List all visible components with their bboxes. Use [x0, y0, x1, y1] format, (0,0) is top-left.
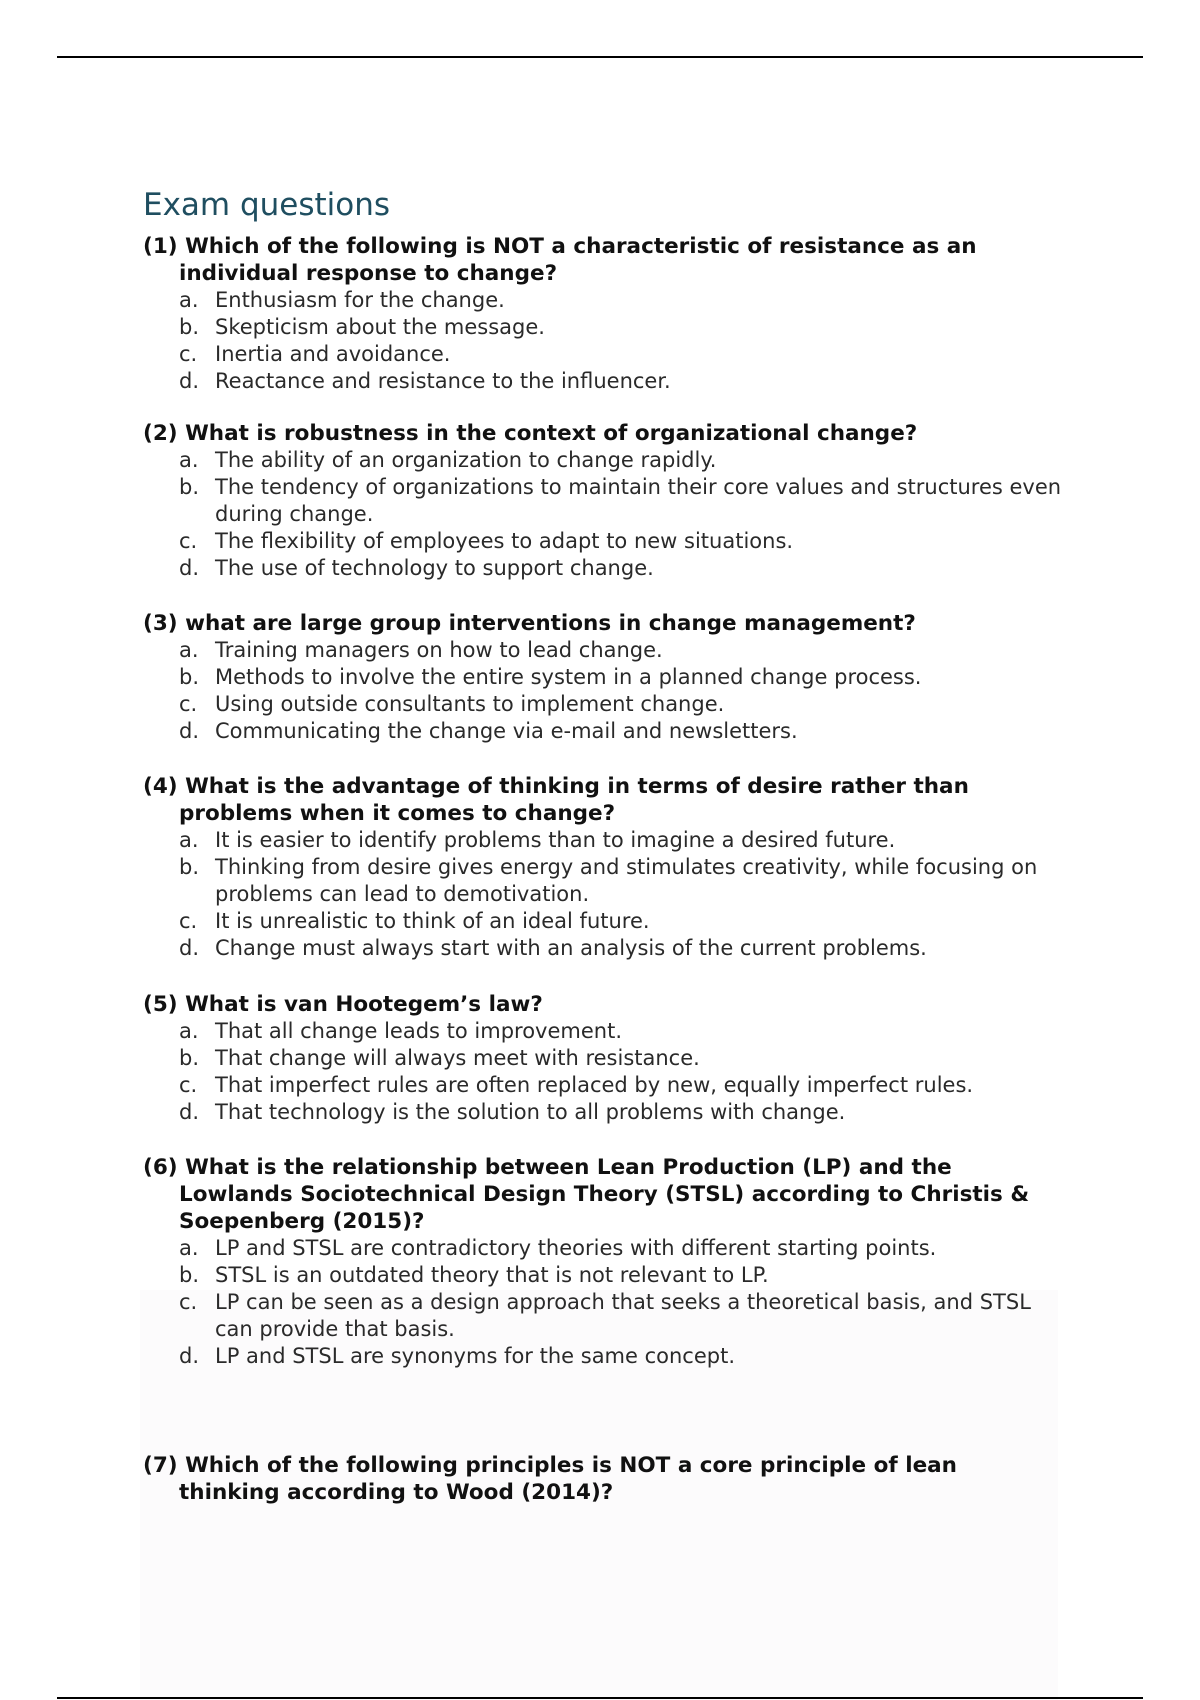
option-letter: a. — [179, 448, 199, 472]
answer-option-b — [143, 1262, 1063, 1289]
option-letter: a. — [179, 1236, 199, 1260]
answer-option-a — [143, 637, 1063, 664]
answer-option-a — [143, 1235, 1063, 1262]
question-text: (7) Which of the following principles is NOT a core principle of lean thinking according to Wood (2014)? — [143, 1453, 957, 1505]
option-letter: a. — [179, 1019, 199, 1043]
option-text: LP and STSL are contradictory theories with different starting points. — [215, 1236, 937, 1260]
answer-option-b — [143, 474, 1063, 528]
answer-option-b — [143, 314, 1063, 341]
option-letter: b. — [179, 855, 200, 879]
answer-option-b — [143, 1045, 1063, 1072]
option-text: It is unrealistic to think of an ideal future. — [215, 909, 650, 933]
spacer — [143, 1370, 1063, 1452]
option-letter: b. — [179, 1263, 200, 1287]
option-text: The ability of an organization to change rapidly. — [215, 448, 717, 472]
answer-options — [143, 1235, 1063, 1370]
option-text: Enthusiasm for the change. — [215, 288, 505, 312]
option-text: Training managers on how to lead change. — [215, 638, 663, 662]
option-text: LP can be seen as a design approach that seeks a theoretical basis, and STSL can provide that basis. — [215, 1290, 1031, 1341]
option-text: That imperfect rules are often replaced by new, equally imperfect rules. — [215, 1073, 974, 1097]
bottom-rule — [57, 1697, 1143, 1699]
option-letter: d. — [179, 719, 200, 743]
option-text: That all change leads to improvement. — [215, 1019, 622, 1043]
answer-options — [143, 827, 1063, 962]
option-letter: c. — [179, 692, 198, 716]
option-letter: d. — [179, 556, 200, 580]
option-letter: b. — [179, 665, 200, 689]
option-letter: b. — [179, 315, 200, 339]
option-letter: c. — [179, 909, 198, 933]
answer-option-d — [143, 935, 1063, 962]
option-text: That change will always meet with resistance. — [215, 1046, 700, 1070]
question-text: (3) what are large group interventions in change management? — [143, 611, 916, 636]
option-text: Skepticism about the message. — [215, 315, 545, 339]
option-text: Using outside consultants to implement change. — [215, 692, 725, 716]
option-text: That technology is the solution to all problems with change. — [215, 1100, 846, 1124]
option-text: It is easier to identify problems than to imagine a desired future. — [215, 828, 896, 852]
spacer — [143, 395, 1063, 420]
question-2 — [143, 420, 1063, 582]
answer-option-b — [143, 664, 1063, 691]
question-3 — [143, 610, 1063, 745]
question-text: (1) Which of the following is NOT a characteristic of resistance as an individual response to change? — [143, 234, 977, 286]
option-letter: c. — [179, 1290, 198, 1314]
option-text: Communicating the change via e-mail and newsletters. — [215, 719, 798, 743]
option-letter: a. — [179, 828, 199, 852]
option-text: Inertia and avoidance. — [215, 342, 451, 366]
option-text: LP and STSL are synonyms for the same concept. — [215, 1344, 736, 1368]
question-text: (5) What is van Hootegem’s law? — [143, 992, 543, 1017]
top-rule — [57, 56, 1143, 58]
option-letter: b. — [179, 475, 200, 499]
option-letter: d. — [179, 936, 200, 960]
option-letter: a. — [179, 638, 199, 662]
answer-option-a — [143, 447, 1063, 474]
answer-option-d — [143, 718, 1063, 745]
document-body — [143, 183, 1063, 1506]
question-text: (6) What is the relationship between Lean Production (LP) and the Lowlands Sociotechnical Design Theory (STSL) according to Christis & Soepenberg (2015)? — [143, 1155, 1030, 1234]
answer-option-c — [143, 528, 1063, 555]
question-1 — [143, 233, 1063, 395]
option-text: Methods to involve the entire system in a planned change process. — [215, 665, 922, 689]
answer-option-c — [143, 341, 1063, 368]
answer-option-d — [143, 1099, 1063, 1126]
answer-options — [143, 1018, 1063, 1126]
question-6 — [143, 1154, 1063, 1370]
question-4 — [143, 773, 1063, 962]
spacer — [143, 582, 1063, 610]
answer-option-d — [143, 368, 1063, 395]
option-letter: c. — [179, 342, 198, 366]
option-text: Thinking from desire gives energy and stimulates creativity, while focusing on problems can lead to demotivation. — [215, 855, 1038, 906]
question-text: (2) What is robustness in the context of organizational change? — [143, 421, 918, 446]
answer-option-d — [143, 555, 1063, 582]
option-letter: d. — [179, 1344, 200, 1368]
option-letter: c. — [179, 1073, 198, 1097]
answer-option-c — [143, 908, 1063, 935]
page-title: Exam questions — [143, 187, 391, 223]
spacer — [143, 1126, 1063, 1154]
option-text: The use of technology to support change. — [215, 556, 654, 580]
answer-options — [143, 637, 1063, 745]
option-letter: d. — [179, 369, 200, 393]
answer-option-a — [143, 1018, 1063, 1045]
option-text: The flexibility of employees to adapt to new situations. — [215, 529, 794, 553]
answer-option-a — [143, 827, 1063, 854]
option-text: Change must always start with an analysis of the current problems. — [215, 936, 927, 960]
answer-option-c — [143, 691, 1063, 718]
option-text: The tendency of organizations to maintain their core values and structures even during change. — [215, 475, 1062, 526]
answer-option-b — [143, 854, 1063, 908]
question-text: (4) What is the advantage of thinking in terms of desire rather than problems when it comes to change? — [143, 774, 969, 826]
option-letter: a. — [179, 288, 199, 312]
option-text: Reactance and resistance to the influencer. — [215, 369, 671, 393]
answer-option-c — [143, 1072, 1063, 1099]
answer-option-a — [143, 287, 1063, 314]
answer-option-d — [143, 1343, 1063, 1370]
option-letter: c. — [179, 529, 198, 553]
option-text: STSL is an outdated theory that is not relevant to LP. — [215, 1263, 769, 1287]
answer-options — [143, 287, 1063, 395]
question-7 — [143, 1452, 1063, 1506]
spacer — [143, 745, 1063, 773]
answer-options — [143, 447, 1063, 582]
question-5 — [143, 991, 1063, 1126]
option-letter: d. — [179, 1100, 200, 1124]
spacer — [143, 962, 1063, 991]
option-letter: b. — [179, 1046, 200, 1070]
answer-option-c — [143, 1289, 1063, 1343]
